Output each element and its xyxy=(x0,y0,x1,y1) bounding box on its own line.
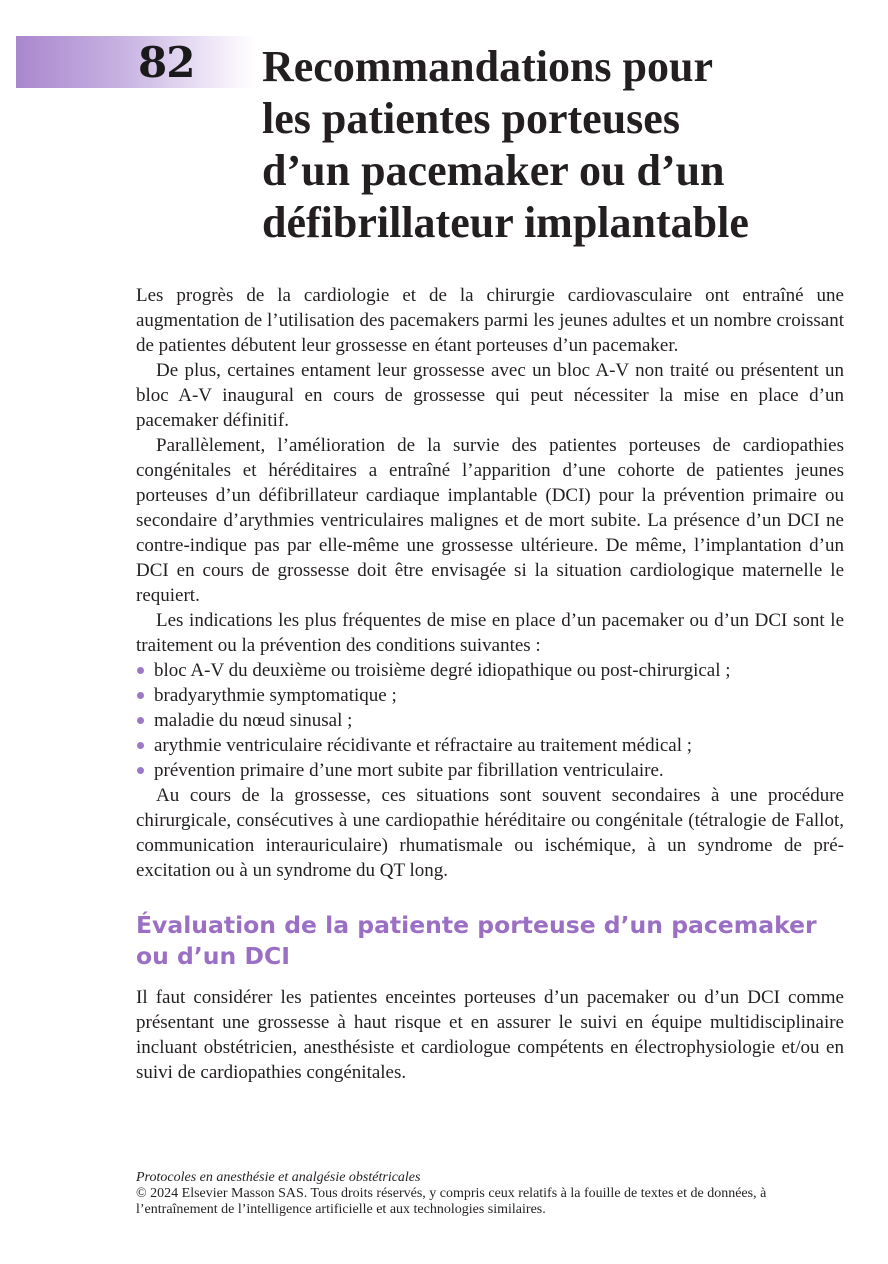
list-item-text: maladie du nœud sinusal ; xyxy=(154,710,353,731)
chapter-title-line: d’un pacemaker ou d’un xyxy=(262,146,725,195)
list-item-text: bloc A-V du deuxième ou troisième degré idiopathique ou post-chirurgical ; xyxy=(154,660,731,681)
intro-paragraph: Parallèlement, l’amélioration de la survie des patientes porteuses de cardiopathies congénitales et héréditaires a entraîné l’apparition d’une cohorte de patientes jeunes porteuses d’un défibrillateur cardiaque implantable (DCI) pour la prévention primaire ou secondaire d’arythmies ventriculaires malignes et de mort subite. La présence d’un DCI ne contre-indique pas par elle-même une grossesse ultérieure. De même, l’implantation d’un DCI en cours de grossesse doit être envisagée si la situation cardiologique maternelle le requiert. xyxy=(136,435,844,606)
book-source: Protocoles en anesthésie et analgésie obstétricales xyxy=(136,1170,421,1185)
list-item-text: arythmie ventriculaire récidivante et réfractaire au traitement médical ; xyxy=(154,735,693,756)
chapter-title-line: Recommandations pour xyxy=(262,42,714,91)
section-heading: Évaluation de la patiente porteuse d’un pacemaker ou d’un DCI xyxy=(136,911,817,970)
after-list-paragraph: Au cours de la grossesse, ces situations sont souvent secondaires à une procédure chirurgicale, consécutives à une cardiopathie héréditaire ou congénitale (tétralogie de Fallot, communication interauriculaire) rhumatismale ou ischémique, à un syndrome de pré-excitation ou à un syndrome du QT long. xyxy=(136,785,844,881)
bullet-icon xyxy=(137,742,144,749)
bullet-icon xyxy=(137,717,144,724)
section-paragraph: Il faut considérer les patientes enceintes porteuses d’un pacemaker ou d’un DCI comme présentant une grossesse à haut risque et en assurer le suivi en équipe multidisciplinaire incluant obstétricien, anesthésiste et cardiologue compétents en électrophysiologie et/ou en suivi de cardiopathies congénitales. xyxy=(136,987,844,1083)
bullet-icon xyxy=(137,692,144,699)
list-item xyxy=(136,683,844,708)
list-item xyxy=(136,708,844,733)
chapter-title-line: défibrillateur implantable xyxy=(262,198,749,247)
list-item xyxy=(136,758,844,783)
indications-list xyxy=(136,658,844,783)
list-item-text: prévention primaire d’une mort subite par fibrillation ventriculaire. xyxy=(154,760,664,781)
copyright-notice: © 2024 Elsevier Masson SAS. Tous droits réservés, y compris ceux relatifs à la fouille de textes et de données, à l’entraînement de l’intelligence artificielle et aux technologies similaires. xyxy=(136,1186,767,1217)
list-item xyxy=(136,658,844,683)
intro-paragraph: Les progrès de la cardiologie et de la chirurgie cardiovasculaire ont entraîné une augmentation de l’utilisation des pacemakers parmi les jeunes adultes et un nombre croissant de patientes débutent leur grossesse en étant porteuses d’un pacemaker. xyxy=(136,285,844,356)
bullet-icon xyxy=(137,667,144,674)
chapter-number-band xyxy=(16,36,256,88)
intro-paragraph: Les indications les plus fréquentes de mise en place d’un pacemaker ou d’un DCI sont le traitement ou la prévention des conditions suivantes : xyxy=(136,610,844,656)
chapter-title xyxy=(262,41,862,249)
list-item-text: bradyarythmie symptomatique ; xyxy=(154,685,397,706)
page-footer xyxy=(136,1170,836,1218)
chapter-number: 82 xyxy=(138,38,195,87)
chapter-body xyxy=(136,283,844,1085)
bullet-icon xyxy=(137,767,144,774)
chapter-title-line: les patientes porteuses xyxy=(262,94,680,143)
list-item xyxy=(136,733,844,758)
intro-paragraph: De plus, certaines entament leur grossesse avec un bloc A-V non traité ou présentent un bloc A-V inaugural en cours de grossesse qui peut nécessiter la mise en place d’un pacemaker définitif. xyxy=(136,360,844,431)
